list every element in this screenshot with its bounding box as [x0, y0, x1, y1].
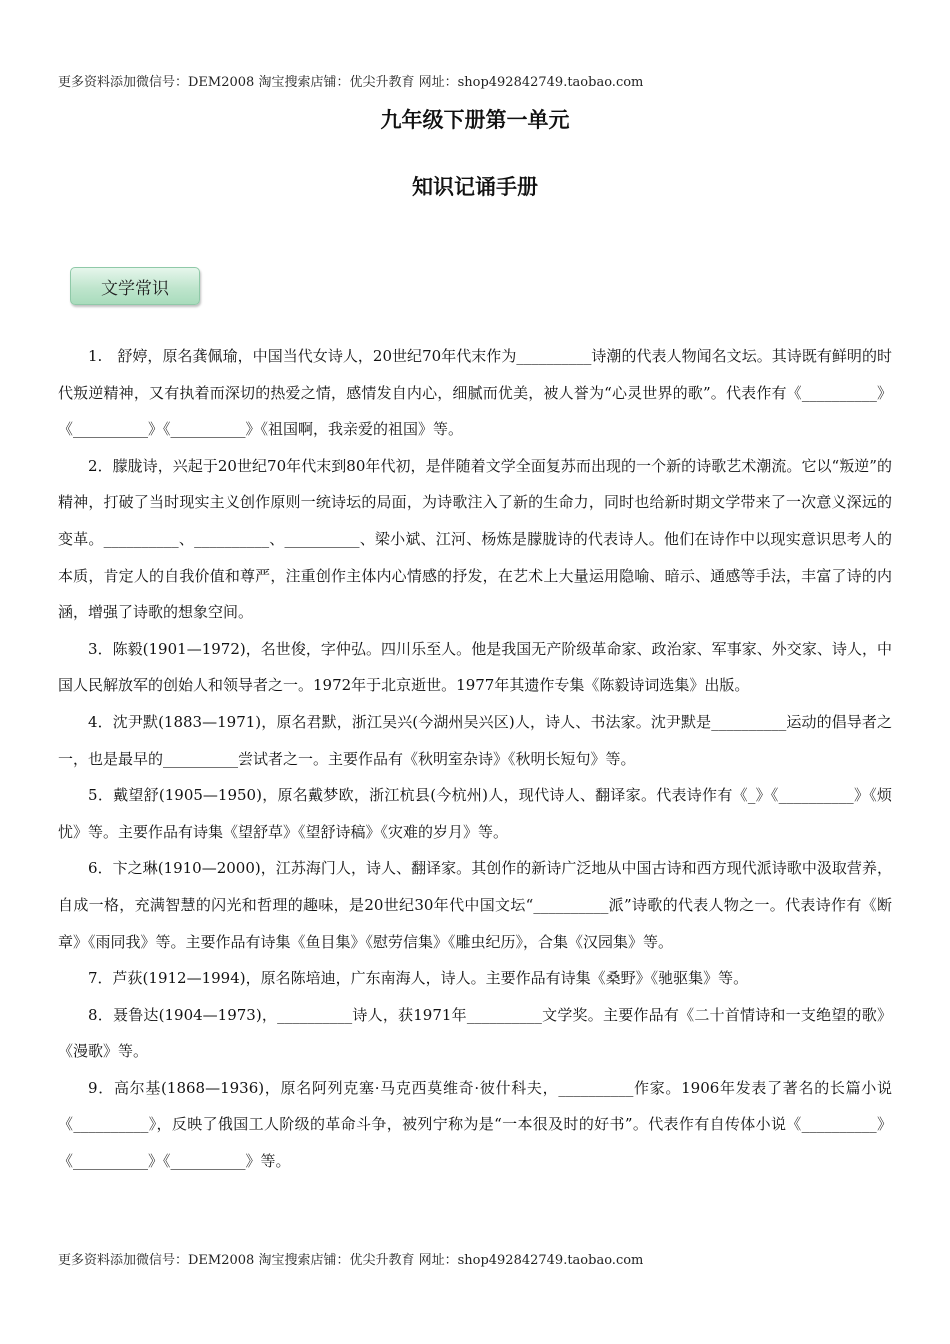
paragraph-1: 1. 舒婷，原名龚佩瑜，中国当代女诗人，20世纪70年代末作为__________诗潮的代表人物闻名文坛。其诗既有鲜明的时代叛逆精神，又有执着而深切的热爱之情，感情发自内心，细腻而优美，被人誉为“心灵世界的歌”。代表作有《__________》《__________》《__________》《祖国啊，我亲爱的祖国》等。: [58, 347, 892, 439]
paragraph-4: 4．沈尹默(1883—1971)，原名君默，浙江吴兴(今湖州吴兴区)人，诗人、书法家。沈尹默是__________运动的倡导者之一，也是最早的__________尝试者之一。主要作品有《秋明室杂诗》《秋明长短句》等。: [58, 712, 892, 768]
paragraph-5: 5．戴望舒(1905—1950)，原名戴梦欧，浙江杭县(今杭州)人，现代诗人、翻译家。代表诗作有《_》《__________》《烦忧》等。主要作品有诗集《望舒草》《望舒诗稿》《灾难的岁月》等。: [58, 786, 892, 841]
footer-note: 更多资料添加微信号：DEM2008 淘宝搜索店铺：优尖升教育 网址：shop492842749.taobao.com: [58, 1253, 644, 1268]
header-note: 更多资料添加微信号：DEM2008 淘宝搜索店铺：优尖升教育 网址：shop492842749.taobao.com: [58, 75, 644, 90]
section-tab-label: 文学常识: [101, 278, 169, 299]
paragraph-2: 2．朦胧诗，兴起于20世纪70年代末到80年代初，是伴随着文学全面复苏而出现的一个新的诗歌艺术潮流。它以“叛逆”的精神，打破了当时现实主义创作原则一统诗坛的局面，为诗歌注入了新的生命力，同时也给新时期文学带来了一次意义深远的变革。__________、__________、__________、梁小斌、江河、杨炼是朦胧诗的代表诗人。他们在诗作中以现实意识思考人的本质，肯定人的自我价值和尊严，注重创作主体内心情感的抒发，在艺术上大量运用隐喻、暗示、通感等手法，丰富了诗的内涵，增强了诗歌的想象空间。: [58, 456, 892, 622]
paragraph-3: 3．陈毅(1901—1972)，名世俊，字仲弘。四川乐至人。他是我国无产阶级革命家、政治家、军事家、外交家、诗人，中国人民解放军的创始人和领导者之一。1972年于北京逝世。1977年其遗作专集《陈毅诗词选集》出版。: [58, 639, 892, 695]
content-body: [58, 338, 892, 1180]
paragraph-6: 6．卞之琳(1910—2000)，江苏海门人，诗人、翻译家。其创作的新诗广泛地从中国古诗和西方现代派诗歌中汲取营养，自成一格，充满智慧的闪光和哲理的趣味，是20世纪30年代中国文坛“__________派”诗歌的代表人物之一。代表诗作有《断章》《雨同我》等。主要作品有诗集《鱼目集》《慰劳信集》《雕虫纪历》，合集《汉园集》等。: [58, 859, 892, 951]
paragraph-7: 7．芦荻(1912—1994)，原名陈培迪，广东南海人，诗人。主要作品有诗集《桑野》《驰驱集》等。: [88, 969, 749, 988]
document-title: 九年级下册第一单元: [380, 108, 570, 132]
paragraph-8: 8．聂鲁达(1904—1973)，__________诗人，获1971年__________文学奖。主要作品有《二十首情诗和一支绝望的歌》《漫歌》等。: [58, 1005, 892, 1061]
section-tab-literary-knowledge: [70, 267, 200, 305]
paragraph-9: 9．高尔基(1868—1936)，原名阿列克塞·马克西莫维奇·彼什科夫，__________作家。1906年发表了著名的长篇小说《__________》，反映了俄国工人阶级的革命斗争，被列宁称为是“一本很及时的好书”。代表作有自传体小说《__________》《__________》《__________》等。: [58, 1078, 892, 1171]
document-subtitle: 知识记诵手册: [412, 175, 538, 199]
